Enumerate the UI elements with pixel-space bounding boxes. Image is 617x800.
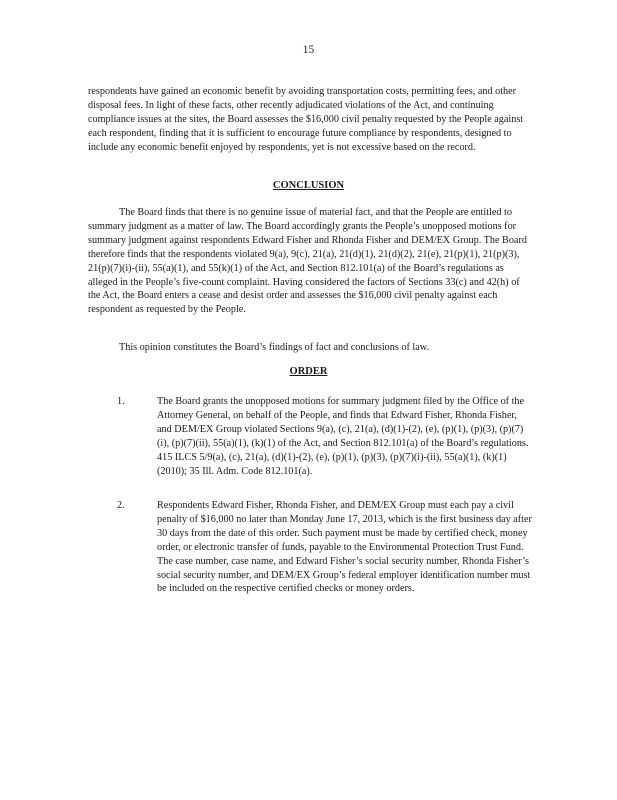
intro-paragraph: respondents have gained an economic benefit by avoiding transportation costs, permitting fees, and other disposal fees. In light of these facts, other recently adjudicated violations of the Act, and continuing compliance issues at the sites, the Board assesses the $16,000 civil penalty requested by the People against each respondent, finding that it is sufficient to encourage future compliance by respondents, designed to include any economic benefit enjoyed by respondents, yet is not excessive based on the record. [88,86,524,153]
order-heading: ORDER [289,366,328,377]
conclusion-paragraph: The Board finds that there is no genuine issue of material fact, and that the People are entitled to summary judgment as a matter of law. The Board accordingly grants the People’s unopposed motions for summary judgment against respondents Edward Fisher and Rhonda Fisher and DEM/EX Group. The Board therefore finds that the respondents violated 9(a), 9(c), 21(a), 21(d)(1), 21(d)(2), 21(e), 21(p)(1), 21(p)(3), 21(p)(7)(i)-(ii), 55(a)(1), and 55(k)(1) of the Act, and Section 812.101(a) of the Board’s regulations as alleged in the People’s five-count complaint. Having considered the factors of Sections 33(c) and 42(h) of the Act, the Board enters a cease and desist order and assesses the $16,000 civil penalty against each respondent as requested by the People. [88,207,527,316]
order-item-text: The Board grants the unopposed motions for summary judgment filed by the Office of the Attorney General, on behalf of the People, and finds that Edward Fisher, Rhonda Fisher, and DEM/EX Group violated Sections 9(a), (c), 21(a), (d)(1)-(2), (e), (p)(1), (p)(3), (p)(7)(i), (p)(7)(ii), 55(a)(1), (k)(1) of the Act, and Section 812.101(a) of the Board’s regulations. 415 ILCS 5/9(a), (c), 21(a), (d)(1)-(2), (e), (p)(1), (p)(3), (p)(7)(i)-(ii), 55(a)(1), (k)(1) (2010); 35 Ill. Adm. Code 812.101(a). [157,396,529,477]
order-item-text: Respondents Edward Fisher, Rhonda Fisher, and DEM/EX Group must each pay a civil penalty of $16,000 no later than Monday June 17, 2013, which is the first business day after 30 days from the date of this order. Such payment must be made by certified check, money order, or electronic transfer of funds, payable to the Environmental Protection Trust Fund. The case number, case name, and Edward Fisher’s social security number, Rhonda Fisher’s social security number, and DEM/EX Group’s federal employer identification number must be included on the respective certified checks or money orders. [157,500,532,595]
conclusion-heading: CONCLUSION [272,180,345,191]
order-item-number: 1. [117,396,125,407]
page-number: 15 [302,44,315,56]
findings-paragraph: This opinion constitutes the Board’s findings of fact and conclusions of law. [119,342,430,353]
order-item-number: 2. [117,500,125,511]
